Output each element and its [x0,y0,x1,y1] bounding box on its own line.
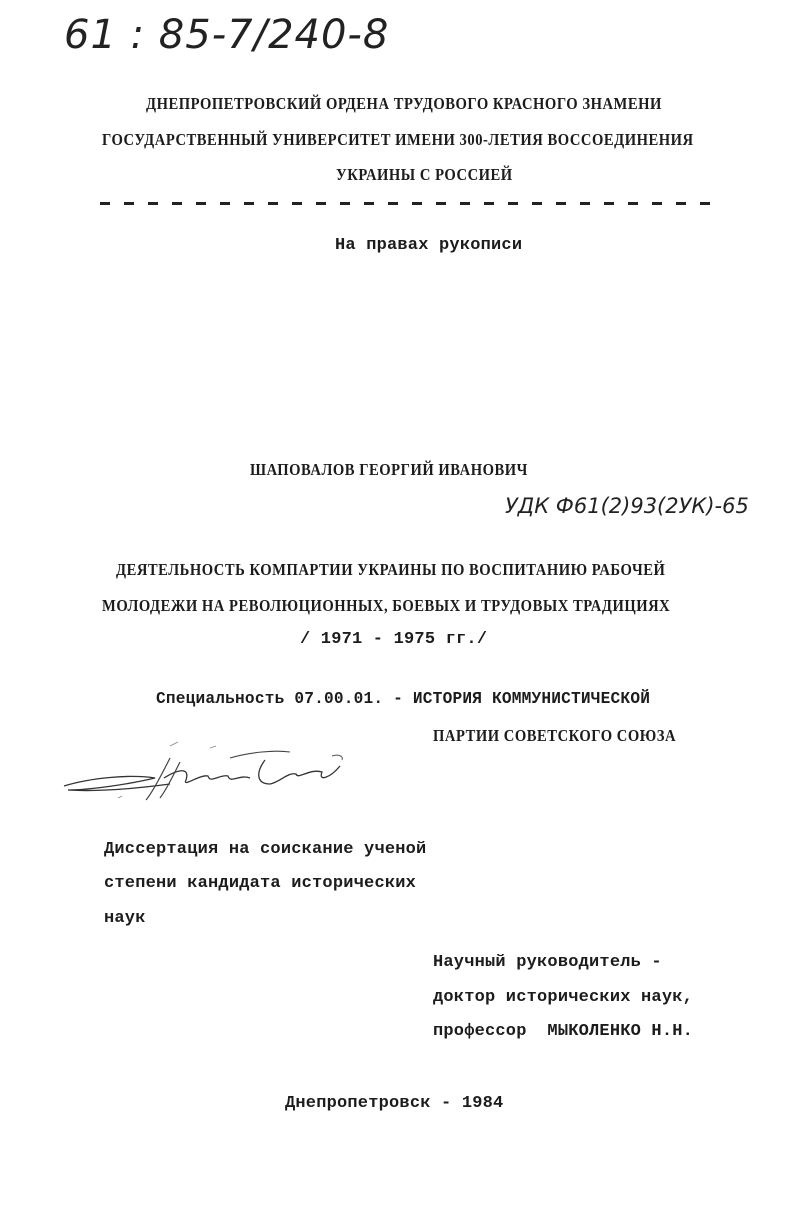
signature-icon [60,738,360,808]
dissertation-line-3: наук [104,909,146,928]
supervisor-line-2: доктор исторических наук, [433,988,694,1007]
separator-dashed-line [100,202,712,205]
place-and-year: Днепропетровск - 1984 [285,1094,504,1113]
dissertation-line-1: Диссертация на соискание ученой [104,840,427,859]
author-name: ШАПОВАЛОВ ГЕОРГИЙ ИВАНОВИЧ [250,460,528,479]
supervisor-line-3: профессор МЫКОЛЕНКО Н.Н. [433,1022,694,1041]
supervisor-line-1: Научный руководитель - [433,953,662,972]
title-line-2: МОЛОДЕЖИ НА РЕВОЛЮЦИОННЫХ, БОЕВЫХ И ТРУДОВЫХ ТРАДИЦИЯХ [102,596,671,615]
archive-number: 61 : 85-7/240-8 [64,12,390,58]
title-line-1: ДЕЯТЕЛЬНОСТЬ КОМПАРТИИ УКРАИНЫ ПО ВОСПИТАНИЮ РАБОЧЕЙ [116,560,666,579]
manuscript-note: На правах рукописи [335,236,523,255]
institution-line-3: УКРАИНЫ С РОССИЕЙ [336,165,513,184]
udc-code: УДК Ф61(2)93(2УК)-65 [505,494,749,518]
institution-line-1: ДНЕПРОПЕТРОВСКИЙ ОРДЕНА ТРУДОВОГО КРАСНОГО ЗНАМЕНИ [146,94,662,113]
specialty-line-2: ПАРТИИ СОВЕТСКОГО СОЮЗА [433,726,677,745]
dissertation-line-2: степени кандидата исторических [104,874,417,893]
title-line-3-years: / 1971 - 1975 гг./ [300,630,488,649]
institution-line-2: ГОСУДАРСТВЕННЫЙ УНИВЕРСИТЕТ ИМЕНИ 300-ЛЕТИЯ ВОССОЕДИНЕНИЯ [102,130,694,149]
specialty-line-1: Специальность 07.00.01. - ИСТОРИЯ КОММУНИСТИЧЕСКОЙ [156,690,651,709]
